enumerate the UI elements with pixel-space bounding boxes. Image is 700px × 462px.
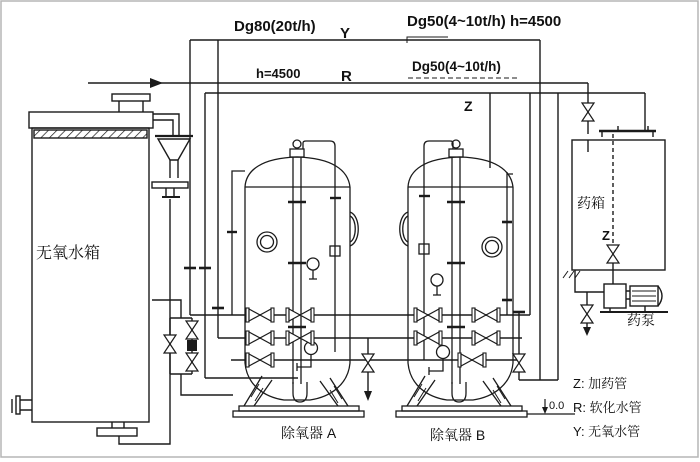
water-tank-label: 无氧水箱	[36, 245, 101, 262]
pipe-tag-z: Z	[464, 98, 473, 114]
deaerator-b-label: 除氧器 B	[430, 427, 486, 443]
pipe-label-dg50-top: Dg50(4~10t/h) h=4500	[407, 13, 562, 30]
pipe-tag-r: R	[341, 68, 352, 85]
pipe-label-dg80: Dg80(20t/h)	[234, 18, 316, 35]
dosing-line-tag: Z	[602, 228, 610, 243]
legend-item-z: Z: 加药管	[573, 376, 628, 391]
legend-item-r: R: 软化水管	[573, 400, 642, 415]
chemical-pump-label: 药泵	[627, 312, 655, 328]
elevation-value: 0.0	[549, 400, 565, 412]
pipe-label-dg50-mid: Dg50(4~10t/h)	[412, 59, 501, 74]
deaerator-a-label: 除氧器 A	[281, 425, 337, 441]
pipe-tag-y: Y	[340, 25, 351, 42]
pipe-label-h4500: h=4500	[256, 66, 301, 81]
chemical-tank-label: 药箱	[577, 195, 605, 211]
legend-item-y: Y: 无氧水管	[573, 424, 641, 439]
flow-meter-icon	[187, 340, 197, 351]
